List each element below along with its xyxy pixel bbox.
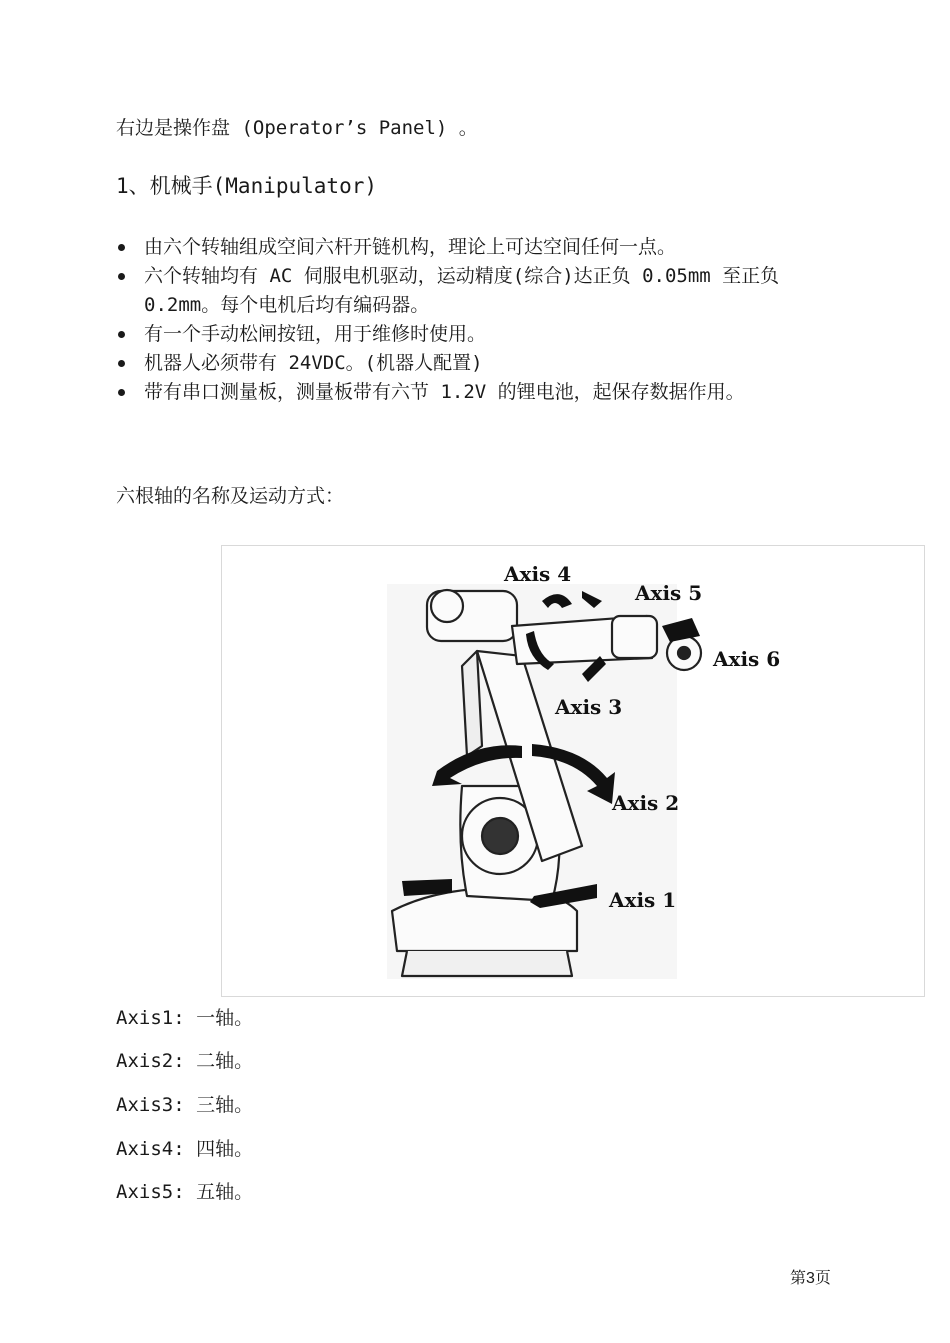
axis6-center [678, 647, 690, 659]
axis2-label: Axis 2 [612, 791, 680, 815]
axis4-label: Axis 4 [504, 562, 572, 586]
list-item: 六个转轴均有 AC 伺服电机驱动，运动精度(综合)达正负 0.05mm 至正负 0.2mm。每个电机后均有编码器。 [116, 262, 846, 320]
list-item: 带有串口测量板，测量板带有六节 1.2V 的锂电池，起保存数据作用。 [116, 378, 846, 407]
axis-line: Axis2: 二轴。 [116, 1050, 254, 1072]
axis3-motor [431, 590, 463, 622]
list-item: 有一个手动松闸按钮，用于维修时使用。 [116, 320, 846, 349]
feature-list [116, 233, 846, 407]
axes-intro: 六根轴的名称及运动方式： [116, 485, 345, 507]
robot-base-plate [402, 951, 572, 976]
axis1-left-arrow [402, 879, 452, 896]
axis1-label: Axis 1 [609, 888, 677, 912]
robot-axes-figure [221, 545, 925, 997]
axis5-label: Axis 5 [635, 581, 703, 605]
axis3-label: Axis 3 [555, 695, 623, 719]
axis-line: Axis5: 五轴。 [116, 1181, 254, 1203]
axis-line: Axis1: 一轴。 [116, 1007, 254, 1029]
axis6-label: Axis 6 [713, 647, 781, 671]
page-number: 第3页 [790, 1270, 831, 1287]
axis-line: Axis3: 三轴。 [116, 1094, 254, 1116]
robot-wrist [612, 616, 657, 658]
axis2-hub [482, 818, 518, 854]
list-item: 由六个转轴组成空间六杆开链机构，理论上可达空间任何一点。 [116, 233, 846, 262]
section-title: 1、机械手(Manipulator) [116, 174, 378, 198]
robot-illustration [222, 546, 924, 996]
intro-line: 右边是操作盘 (Operator’s Panel) 。 [116, 117, 478, 139]
axis-line: Axis4: 四轴。 [116, 1138, 254, 1160]
list-item: 机器人必须带有 24VDC。(机器人配置) [116, 349, 846, 378]
